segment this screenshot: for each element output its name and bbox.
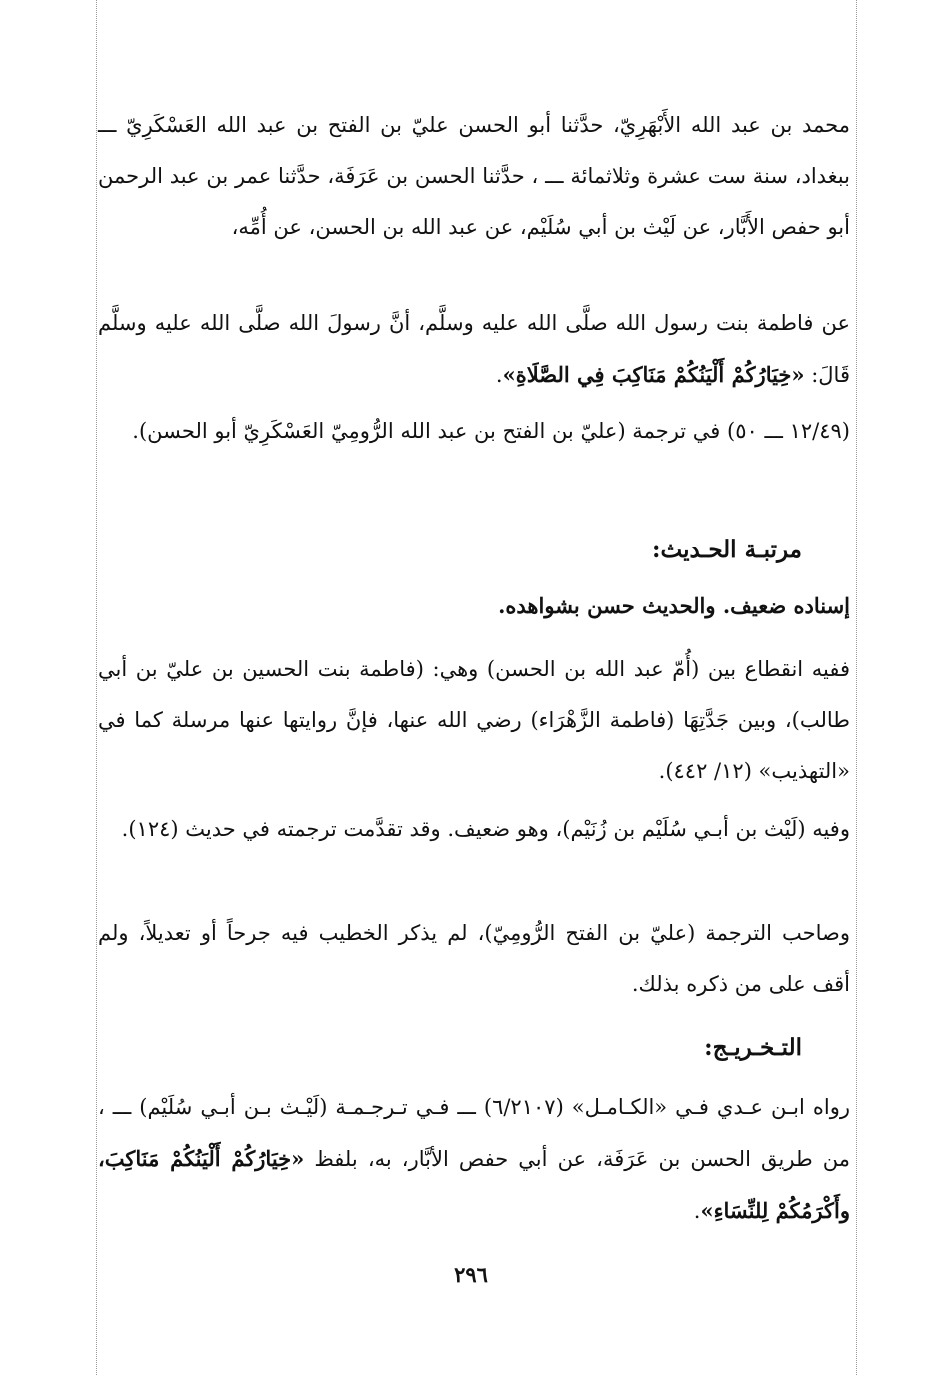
hadith-paragraph-block bbox=[98, 298, 850, 401]
rank-heading: مرتبـة الحـديث: bbox=[652, 536, 802, 563]
inqitaa-paragraph: ففيه انقطاع بين (أُمّ عبد الله بن الحسن) وهي: (فاطمة بنت الحسين بن عليّ بن أبي طالب)، وبين جَدَّتِهَا (فاطمة الزَّهْرَاء) رضي الله عنها، فإنَّ روايتها عنها مرسلة كما في «التهذيب» (١٢/ ٤٤٢). bbox=[98, 657, 850, 783]
takhrij-end: . bbox=[693, 1199, 701, 1223]
isnad-paragraph: محمد بن عبد الله الأَبْهَرِيّ، حدَّثنا أبو الحسن عليّ بن الفتح بن عبد الله العَسْكَرِيّ ـــ ببغداد، سنة ست عشرة وثلاثمائة ـــ ، حدَّثنا الحسن بن عَرَفَة، حدَّثنا عمر بن عبد الرحمن أبو حفص الأَبَّار، عن لَيْث بن أبي سُلَيْم، عن عبد الله بن الحسن، عن أُمِّه، bbox=[98, 113, 850, 239]
inqitaa-paragraph-block bbox=[98, 644, 850, 797]
sahib-paragraph-block bbox=[98, 908, 850, 1010]
scan-edge-left bbox=[96, 0, 97, 1375]
hadith-quote: «خِيَارُكُمْ أَلْيَنُكُمْ مَنَاكِبَ فِي الصَّلَاةِ» bbox=[502, 362, 805, 387]
layth-paragraph-block bbox=[98, 804, 850, 855]
takhrij-paragraph bbox=[98, 1082, 850, 1237]
sahib-paragraph: وصاحب الترجمة (عليّ بن الفتح الرُّومِيّ)، لم يذكر الخطيب فيه جرحاً أو تعديلاً، ولم أقف على من ذكره بذلك. bbox=[98, 921, 850, 996]
takhrij-quote: «خِيَارُكُمْ أَلْيَنُكُمْ مَنَاكِبَ، وأَكْرَمُكُمْ لِلنِّسَاءِ» bbox=[98, 1146, 850, 1223]
takhrij-heading: التـخـريـج: bbox=[704, 1034, 802, 1061]
hadith-end: . bbox=[495, 363, 503, 387]
layth-paragraph: وفيه (لَيْث بن أبـي سُلَيْم بن زُنَيْم)، وهو ضعيف. وقد تقدَّمت ترجمته في حديث (١٢٤). bbox=[121, 817, 850, 841]
takhrij-paragraph-block bbox=[98, 1082, 850, 1237]
rank-statement-block bbox=[98, 580, 850, 631]
scan-edge-right bbox=[856, 0, 857, 1375]
isnad-paragraph-block bbox=[98, 100, 850, 253]
source-paragraph: (١٢/٤٩ ـــ ٥٠) في ترجمة (عليّ بن الفتح بن عبد الله الرُّومِيّ العَسْكَرِيّ أبو الحسن). bbox=[132, 419, 850, 443]
hadith-paragraph bbox=[98, 298, 850, 401]
page-number: ٢٩٦ bbox=[454, 1262, 488, 1287]
hadith-lead: عن فاطمة بنت رسول الله صلَّى الله عليه وسلَّم، أنَّ رسولَ الله صلَّى الله عليه وسلَّم قَالَ: bbox=[98, 311, 850, 387]
source-paragraph-block bbox=[98, 406, 850, 457]
takhrij-main: رواه ابـن عـدي فـي «الكـامـل» (٦/٢١٠٧) ـــ فـي تـرجـمـة (لَيْـث بـن أبـي سُلَيْم) ـــ ، من طريق الحسن بن عَرَفَة، عن أبي حفص الأبَّار، به، بلفظ bbox=[98, 1095, 850, 1171]
rank-statement: إسناده ضعيف. والحديث حسن بشواهده. bbox=[498, 593, 850, 618]
